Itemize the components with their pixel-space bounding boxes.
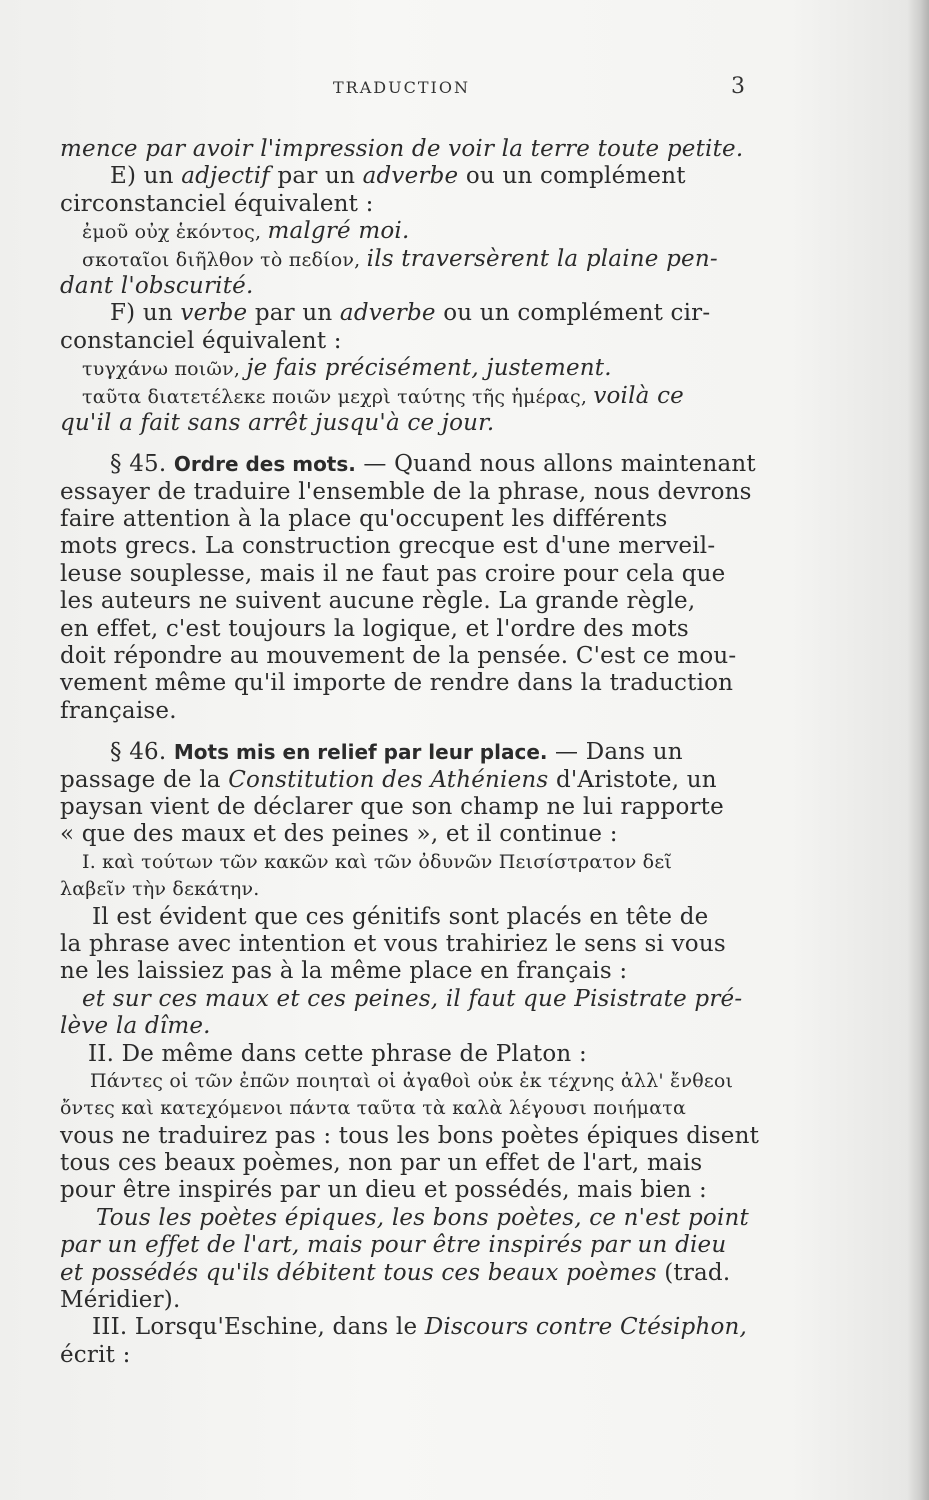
text-line [60, 1205, 772, 1232]
text-span: constanciel équivalent : [60, 327, 342, 354]
greek-text: ταῦτα διατετέλεκε ποιῶν μεχρὶ ταύτης τῆς ἡμέρας, [82, 385, 594, 408]
text-line [60, 904, 772, 931]
text-span: dant l'obscurité. [60, 272, 254, 299]
text-span: adverbe [339, 300, 436, 327]
running-head: TRADUCTION [333, 78, 470, 97]
text-span: les auteurs ne suivent aucune règle. La grande règle, [60, 588, 696, 615]
greek-text: I. καὶ τούτων τῶν κακῶν καὶ τῶν ὀδυνῶν Πεισίστρατον δεῖ [82, 850, 673, 873]
text-span: ou un complément cir- [435, 300, 711, 327]
text-span: III. Lorsqu'Eschine, dans le [92, 1314, 425, 1341]
text-span: française. [60, 697, 177, 724]
text-line [60, 479, 772, 506]
text-line [60, 328, 772, 355]
text-line [60, 821, 772, 848]
text-span: Tous les poètes épiques, les bons poètes, ce n'est point [96, 1204, 749, 1231]
text-span: et possédés qu'ils débitent tous ces beaux poèmes [60, 1259, 657, 1286]
text-span: je fais précisément, justement. [246, 355, 612, 382]
greek-line [60, 218, 772, 245]
text-span: mots grecs. La construction grecque est d'une merveil- [60, 533, 716, 560]
text-span: E) un [110, 163, 182, 190]
text-span: en effet, c'est toujours la logique, et l'ordre des mots [60, 615, 689, 642]
greek-line [60, 246, 772, 273]
text-span: passage de la [60, 766, 229, 793]
text-line [60, 1123, 772, 1150]
text-span: — Quand nous allons maintenant [355, 451, 756, 478]
text-span: et sur ces maux et ces peines, il faut que Pisistrate pré- [82, 985, 743, 1012]
text-line [60, 616, 772, 643]
text-span: écrit : [60, 1341, 131, 1368]
text-span: voilà ce [593, 382, 684, 409]
text-line [60, 670, 772, 697]
text-line [60, 533, 772, 560]
greek-text: Πάντες οἱ τῶν ἐπῶν ποιηταὶ οἱ ἀγαθοὶ οὐκ ἐκ τέχνης ἀλλ' ἔνθεοι [90, 1069, 734, 1092]
greek-line [60, 876, 772, 903]
section-number: § 45. [110, 451, 174, 478]
text-line [60, 643, 772, 670]
text-span: circonstanciel équivalent : [60, 190, 374, 217]
greek-text: ὄντες καὶ κατεχόμενοι πάντα ταῦτα τὰ καλὰ λέγουσι ποιήματα [60, 1097, 686, 1120]
greek-line [60, 355, 772, 382]
text-span: verbe [180, 300, 248, 327]
text-line [60, 1287, 772, 1314]
text-span: ou un complément [458, 163, 686, 190]
text-span: tous ces beaux poèmes, non par un effet de l'art, mais [60, 1150, 703, 1177]
text-span: Il est évident que ces génitifs sont placés en tête de [92, 903, 709, 930]
text-span: par un [247, 300, 340, 327]
section-heading-46 [60, 739, 772, 766]
text-span: ils traversèrent la plaine pen- [366, 245, 718, 272]
text-line [60, 191, 772, 218]
page-number: 3 [731, 74, 745, 99]
text-line [60, 1150, 772, 1177]
text-line [60, 767, 772, 794]
text-line [60, 794, 772, 821]
text-span: Constitution des Athéniens [228, 766, 549, 793]
text-line [60, 931, 772, 958]
text-span: II. De même dans cette phrase de Platon : [88, 1040, 587, 1067]
section-title: Mots mis en relief par leur place. [173, 740, 548, 765]
text-span: qu'il a fait sans arrêt jusqu'à ce jour. [60, 409, 495, 436]
greek-text: ἐμοῦ οὐχ ἑκόντος, [82, 221, 268, 244]
text-span: ne les laissiez pas à la même place en français : [60, 958, 628, 985]
page-header [0, 74, 929, 104]
text-span: malgré moi. [267, 218, 410, 245]
section-title: Ordre des mots. [173, 452, 356, 477]
text-span: mence par avoir l'impression de voir la terre toute petite. [60, 136, 744, 162]
text-span: la phrase avec intention et vous trahiriez le sens si vous [60, 930, 726, 957]
text-span: lève la dîme. [60, 1013, 211, 1040]
text-line [60, 1177, 772, 1204]
text-line [60, 1314, 772, 1341]
text-span: F) un [110, 300, 181, 327]
text-line [60, 1232, 772, 1259]
greek-line [60, 849, 772, 876]
text-span: vement même qu'il importe de rendre dans la traduction [60, 670, 734, 697]
section-heading-45 [60, 451, 772, 478]
text-line [60, 273, 772, 300]
greek-text: λαβεῖν τὴν δεκάτην. [60, 878, 260, 901]
text-line [60, 1041, 772, 1068]
greek-text: τυγχάνω ποιῶν, [82, 358, 247, 381]
text-span: faire attention à la place qu'occupent les différents [60, 506, 668, 533]
text-line [60, 1013, 772, 1040]
text-span: d'Aristote, un [548, 766, 717, 793]
greek-line [60, 383, 772, 410]
body-text [60, 136, 772, 1369]
text-span: pour être inspirés par un dieu et possédés, mais bien : [60, 1177, 707, 1204]
text-span: par un effet de l'art, mais pour être inspirés par un dieu [60, 1232, 727, 1259]
text-span: Méridier). [60, 1287, 181, 1314]
text-line [60, 1260, 772, 1287]
text-span: leuse souplesse, mais il ne faut pas croire pour cela que [60, 560, 726, 587]
text-line [60, 1342, 772, 1369]
text-line [60, 506, 772, 533]
text-line [60, 163, 772, 190]
text-span: paysan vient de déclarer que son champ ne lui rapporte [60, 793, 724, 820]
section-number: § 46. [110, 739, 174, 766]
text-span: vous ne traduirez pas : tous les bons poètes épiques disent [60, 1122, 760, 1149]
text-span: par un [270, 163, 363, 190]
greek-line [60, 1068, 772, 1095]
text-span: (trad. [656, 1259, 731, 1286]
text-line [60, 986, 772, 1013]
text-span: adverbe [362, 163, 459, 190]
text-line [60, 588, 772, 615]
text-span: Discours contre Ctésiphon, [424, 1314, 748, 1341]
greek-line [60, 1095, 772, 1122]
text-span: — Dans un [547, 739, 683, 766]
text-span: essayer de traduire l'ensemble de la phrase, nous devrons [60, 478, 752, 505]
text-span: « que des maux et des peines », et il continue : [60, 821, 618, 848]
text-line [60, 561, 772, 588]
text-line [60, 958, 772, 985]
text-line [60, 410, 772, 437]
text-span: doit répondre au mouvement de la pensée. C'est ce mou- [60, 643, 737, 670]
text-line [60, 300, 772, 327]
text-span: adjectif [181, 163, 270, 190]
greek-text: σκοταῖοι διῆλθον τὸ πεδίον, [82, 248, 367, 271]
text-line [60, 136, 772, 163]
text-line [60, 698, 772, 725]
